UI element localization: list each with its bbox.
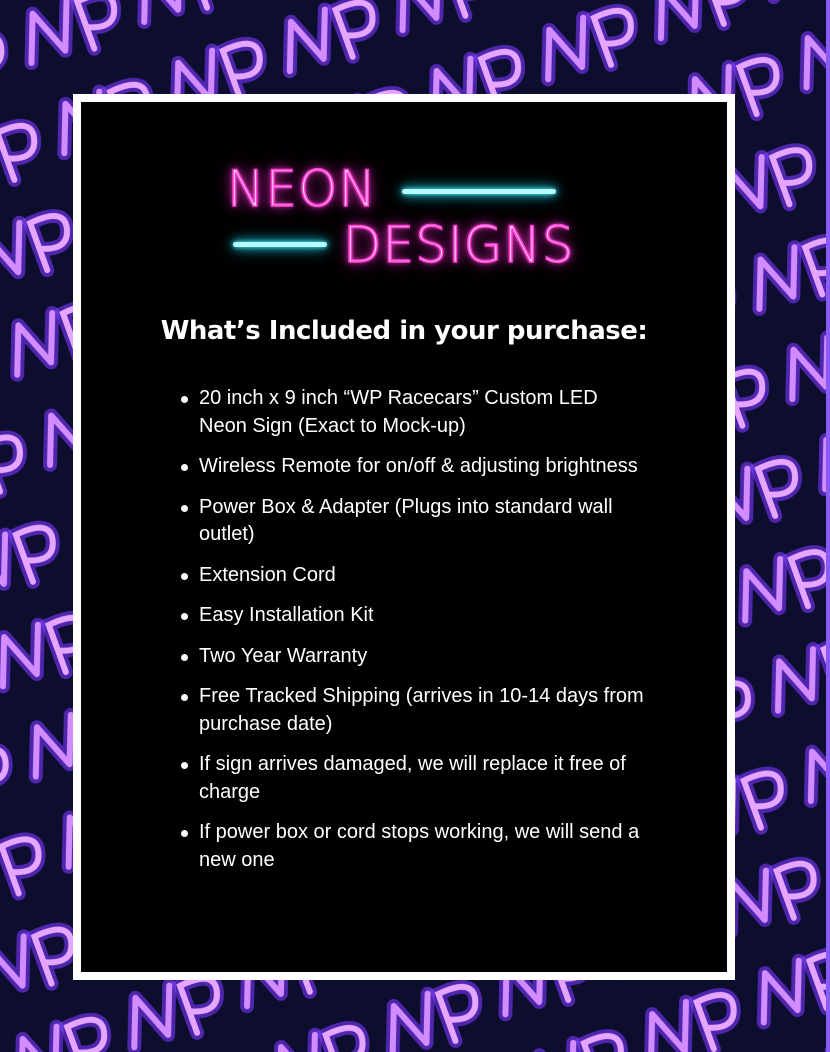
list-item: Two Year Warranty — [181, 643, 651, 671]
right-edge-stripe — [826, 0, 830, 1052]
logo-line-top — [402, 189, 556, 194]
page-title: What’s Included in your purchase: — [160, 316, 648, 346]
neon-designs-logo — [227, 158, 587, 278]
logo-word-neon: NEON — [227, 160, 377, 218]
included-items-list — [181, 385, 651, 887]
list-item: 20 inch x 9 inch “WP Racecars” Custom LED Neon Sign (Exact to Mock-up) — [181, 385, 651, 440]
list-item: Power Box & Adapter (Plugs into standard wall outlet) — [181, 494, 651, 549]
list-item: Wireless Remote for on/off & adjusting brightness — [181, 453, 651, 481]
list-item: If power box or cord stops working, we will send a new one — [181, 819, 651, 874]
logo-word-designs: DESIGNS — [343, 216, 575, 274]
list-item: Extension Cord — [181, 562, 651, 590]
list-item: Easy Installation Kit — [181, 602, 651, 630]
list-item: If sign arrives damaged, we will replace it free of charge — [181, 751, 651, 806]
content-card — [73, 94, 735, 980]
list-item: Free Tracked Shipping (arrives in 10-14 days from purchase date) — [181, 683, 651, 738]
logo-line-bottom — [233, 242, 327, 247]
